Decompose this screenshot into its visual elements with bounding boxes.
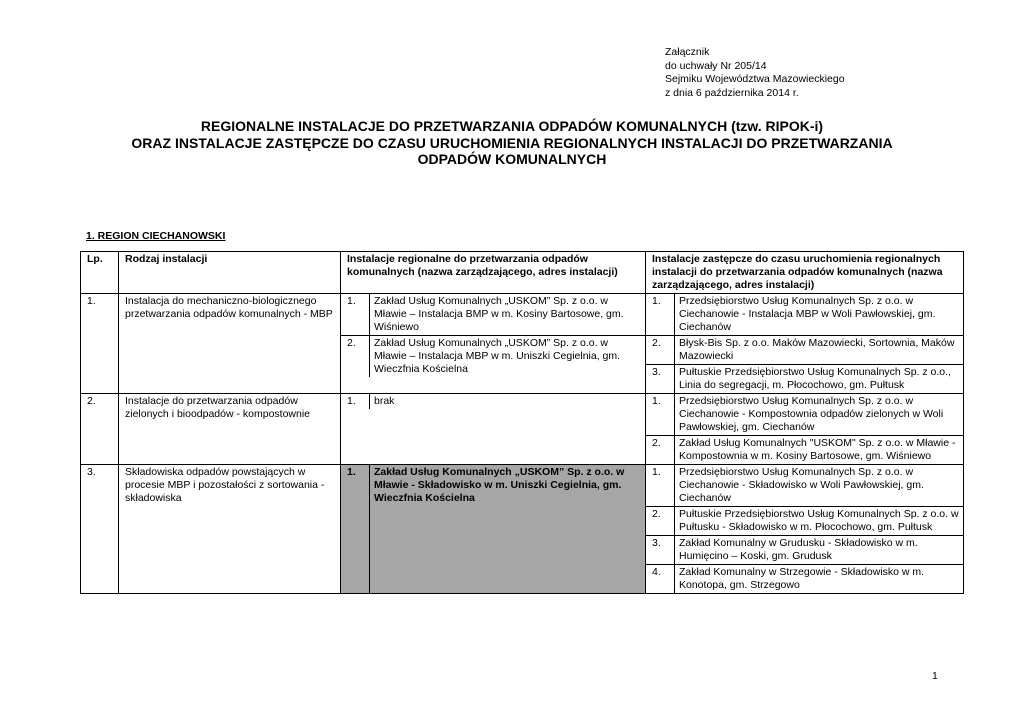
row-type: Instalacje do przetwarzania odpadów zielonych i bioodpadów - kompostownie (119, 394, 341, 465)
item-text: Pułtuskie Przedsiębiorstwo Usług Komunalnych Sp. z o.o. w Pułtusku - Składowisko w m. Płocochowo, gm. Pułtusk (675, 507, 964, 536)
table-row (81, 465, 964, 594)
item-text: Zakład Usług Komunalnych „USKOM” Sp. z o.o. w Mławie – Instalacja MBP w m. Uniszki Cegielnia, gm. Wieczfnia Kościelna (370, 336, 646, 378)
header-regional: Instalacje regionalne do przetwarzania odpadów komunalnych (nazwa zarządzającego, adres instalacji) (341, 252, 646, 294)
substitute-cell (646, 465, 964, 594)
item-text: Zakład Komunalny w Strzegowie - Składowisko w m. Konotopa, gm. Strzegowo (675, 565, 964, 594)
item-number: 1. (646, 394, 675, 436)
item-number: 2. (646, 436, 675, 465)
row-type: Instalacja do mechaniczno-biologicznego przetwarzania odpadów komunalnych - MBP (119, 294, 341, 394)
regional-cell (341, 394, 646, 465)
row-lp: 1. (81, 294, 119, 394)
item-text: Przedsiębiorstwo Usług Komunalnych Sp. z o.o. w Ciechanowie - Składowisko w Woli Pawłowskiej, gm. Ciechanów (679, 466, 924, 504)
title-line: ORAZ INSTALACJE ZASTĘPCZE DO CZASU URUCHOMIENIA REGIONALNYCH INSTALACJI DO PRZETWARZANIA (131, 134, 893, 151)
regional-cell (341, 294, 646, 394)
list-item (646, 336, 963, 365)
document-title (0, 118, 1024, 168)
item-number: 3. (646, 536, 675, 565)
item-number: 4. (646, 565, 675, 594)
header-lp: Lp. (81, 252, 119, 294)
installations-table (80, 251, 964, 594)
item-number: 1. (341, 465, 370, 593)
item-text: Przedsiębiorstwo Usług Komunalnych Sp. z o.o. w Ciechanowie - Kompostownia odpadów zielonych w Woli Pawłowskiej, gm. Ciechanów (679, 395, 944, 433)
annex-line: Sejmiku Województwa Mazowieckiego (665, 73, 845, 86)
table-header-row (81, 252, 964, 294)
list-item (646, 394, 963, 436)
list-item (341, 465, 645, 593)
item-number: 1. (646, 294, 675, 336)
list-item (646, 465, 963, 507)
row-type: Składowiska odpadów powstających w procesie MBP i pozostałości z sortowania - składowiska (119, 465, 341, 594)
regional-cell (341, 465, 646, 594)
header-type: Rodzaj instalacji (119, 252, 341, 294)
item-text: Przedsiębiorstwo Usług Komunalnych Sp. z o.o. w Ciechanowie - Instalacja MBP w Woli Pawłowskiej, gm. Ciechanów (679, 295, 936, 333)
item-text: brak (374, 395, 395, 407)
row-lp: 2. (81, 394, 119, 465)
list-item (341, 394, 645, 409)
table-row (81, 394, 964, 465)
annex-line: z dnia 6 października 2014 r. (665, 86, 799, 99)
item-text: Zakład Usług Komunalnych "USKOM" Sp. z o.o. w Mławie - Kompostownia w m. Kosiny Bartosowe, gm. Wiśniewo (675, 436, 964, 465)
annex-line: Załącznik (665, 46, 710, 58)
list-item (646, 365, 963, 394)
list-item (341, 336, 645, 378)
item-text: Zakład Usług Komunalnych „USKOM” Sp. z o.o. w Mławie - Składowisko w m. Uniszki Cegielnia, gm. Wieczfnia Kościelna (370, 465, 646, 593)
table-row (81, 294, 964, 394)
list-item (646, 436, 963, 465)
item-text: Błysk-Bis Sp. z o.o. Maków Mazowiecki, Sortownia, Maków Mazowiecki (675, 336, 964, 365)
list-item (646, 294, 963, 336)
item-text: Pułtuskie Przedsiębiorstwo Usług Komunalnych Sp. z o.o., Linia do segregacji, m. Płocochowo, gm. Pułtusk (675, 365, 964, 394)
item-number: 1. (646, 465, 675, 507)
item-number: 2. (646, 336, 675, 365)
header-substitute: Instalacje zastępcze do czasu uruchomienia regionalnych instalacji do przetwarzania odpadów komunalnych (nazwa zarządzającego, adres instalacji) (646, 252, 964, 294)
list-item (341, 294, 645, 336)
list-item (646, 536, 963, 565)
substitute-cell (646, 394, 964, 465)
region-heading: 1. REGION CIECHANOWSKI (86, 230, 226, 242)
list-item (646, 507, 963, 536)
item-number: 1. (341, 294, 370, 336)
item-number: 1. (341, 394, 370, 409)
title-line: ODPADÓW KOMUNALNYCH (417, 151, 607, 167)
row-lp: 3. (81, 465, 119, 594)
item-number: 2. (646, 507, 675, 536)
item-number: 3. (646, 365, 675, 394)
list-item (646, 565, 963, 594)
substitute-cell (646, 294, 964, 394)
title-line: REGIONALNE INSTALACJE DO PRZETWARZANIA ODPADÓW KOMUNALNYCH (tzw. RIPOK-i) (200, 118, 824, 134)
item-text: Zakład Komunalny w Grudusku - Składowisko w m. Humięcino – Koski, gm. Grudusk (675, 536, 964, 565)
annex-note (665, 46, 845, 100)
item-text: Zakład Usług Komunalnych „USKOM” Sp. z o.o. w Mławie – Instalacja BMP w m. Kosiny Bartosowe, gm. Wiśniewo (374, 295, 624, 333)
annex-line: do uchwały Nr 205/14 (665, 59, 767, 72)
item-number: 2. (341, 336, 370, 378)
page-number: 1 (932, 670, 938, 682)
